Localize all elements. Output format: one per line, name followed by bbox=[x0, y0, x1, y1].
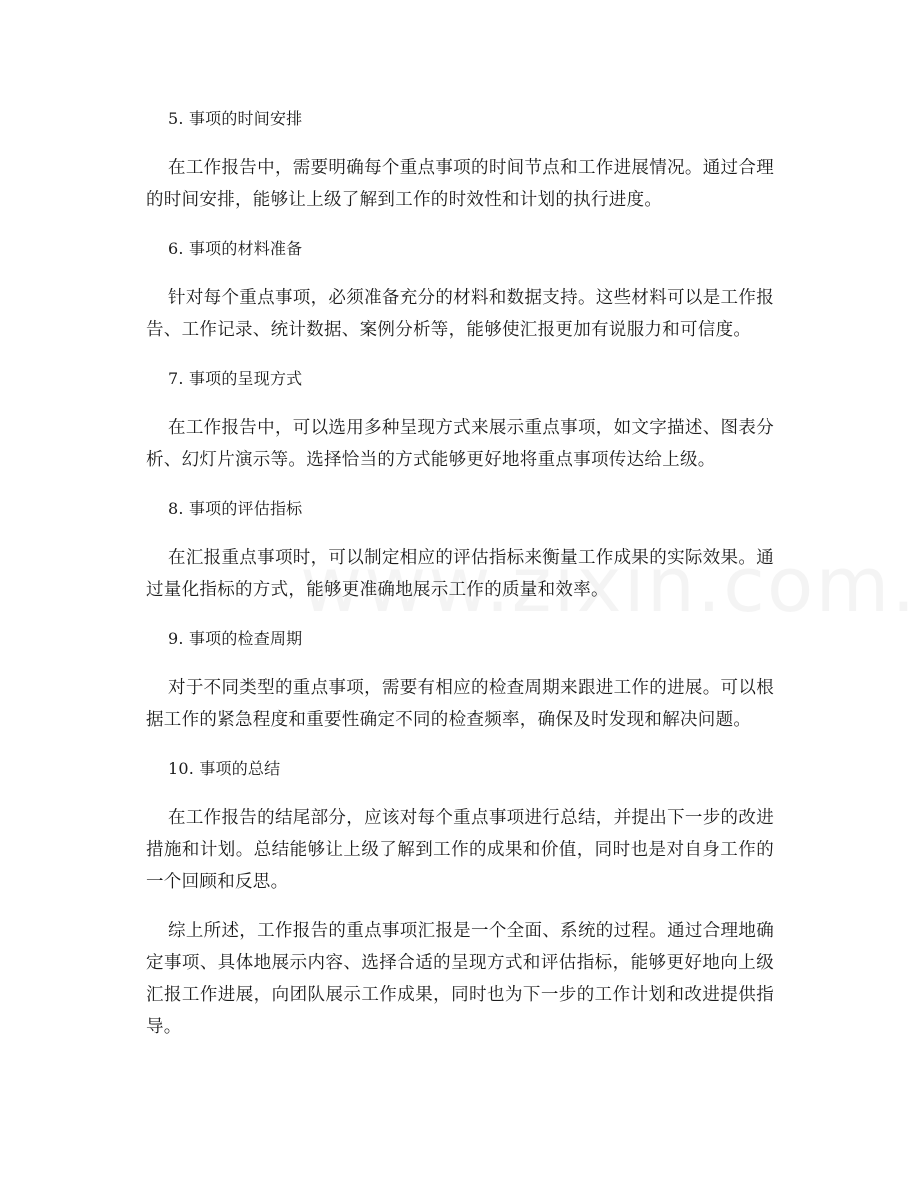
section-heading-8: 8. 事项的评估指标 bbox=[168, 499, 303, 518]
section-paragraph-8: 在汇报重点事项时，可以制定相应的评估指标来衡量工作成果的实际效果。通过量化指标的方式，能够更准确地展示工作的质量和效率。 bbox=[146, 548, 774, 600]
section-heading-9: 9. 事项的检查周期 bbox=[168, 629, 303, 648]
section-heading-6: 6. 事项的材料准备 bbox=[168, 239, 303, 258]
section-heading-10: 10. 事项的总结 bbox=[168, 759, 281, 778]
section-paragraph-6: 针对每个重点事项，必须准备充分的材料和数据支持。这些材料可以是工作报告、工作记录、统计数据、案例分析等，能够使汇报更加有说服力和可信度。 bbox=[146, 288, 774, 340]
section-heading-5: 5. 事项的时间安排 bbox=[168, 109, 303, 128]
section-paragraph-7: 在工作报告中，可以选用多种呈现方式来展示重点事项，如文字描述、图表分析、幻灯片演示等。选择恰当的方式能够更好地将重点事项传达给上级。 bbox=[146, 418, 774, 470]
section-paragraph-10: 在工作报告的结尾部分，应该对每个重点事项进行总结，并提出下一步的改进措施和计划。总结能够让上级了解到工作的成果和价值，同时也是对自身工作的一个回顾和反思。 bbox=[146, 808, 774, 892]
section-paragraph-9: 对于不同类型的重点事项，需要有相应的检查周期来跟进工作的进展。可以根据工作的紧急程度和重要性确定不同的检查频率，确保及时发现和解决问题。 bbox=[146, 678, 774, 730]
section-paragraph-5: 在工作报告中，需要明确每个重点事项的时间节点和工作进展情况。通过合理的时间安排，能够让上级了解到工作的时效性和计划的执行进度。 bbox=[146, 158, 774, 210]
section-heading-7: 7. 事项的呈现方式 bbox=[168, 369, 303, 388]
document-body bbox=[146, 103, 774, 1060]
summary-paragraph: 综上所述，工作报告的重点事项汇报是一个全面、系统的过程。通过合理地确定事项、具体地展示内容、选择合适的呈现方式和评估指标，能够更好地向上级汇报工作进展，向团队展示工作成果，同时也为下一步的工作计划和改进提供指导。 bbox=[146, 921, 774, 1037]
